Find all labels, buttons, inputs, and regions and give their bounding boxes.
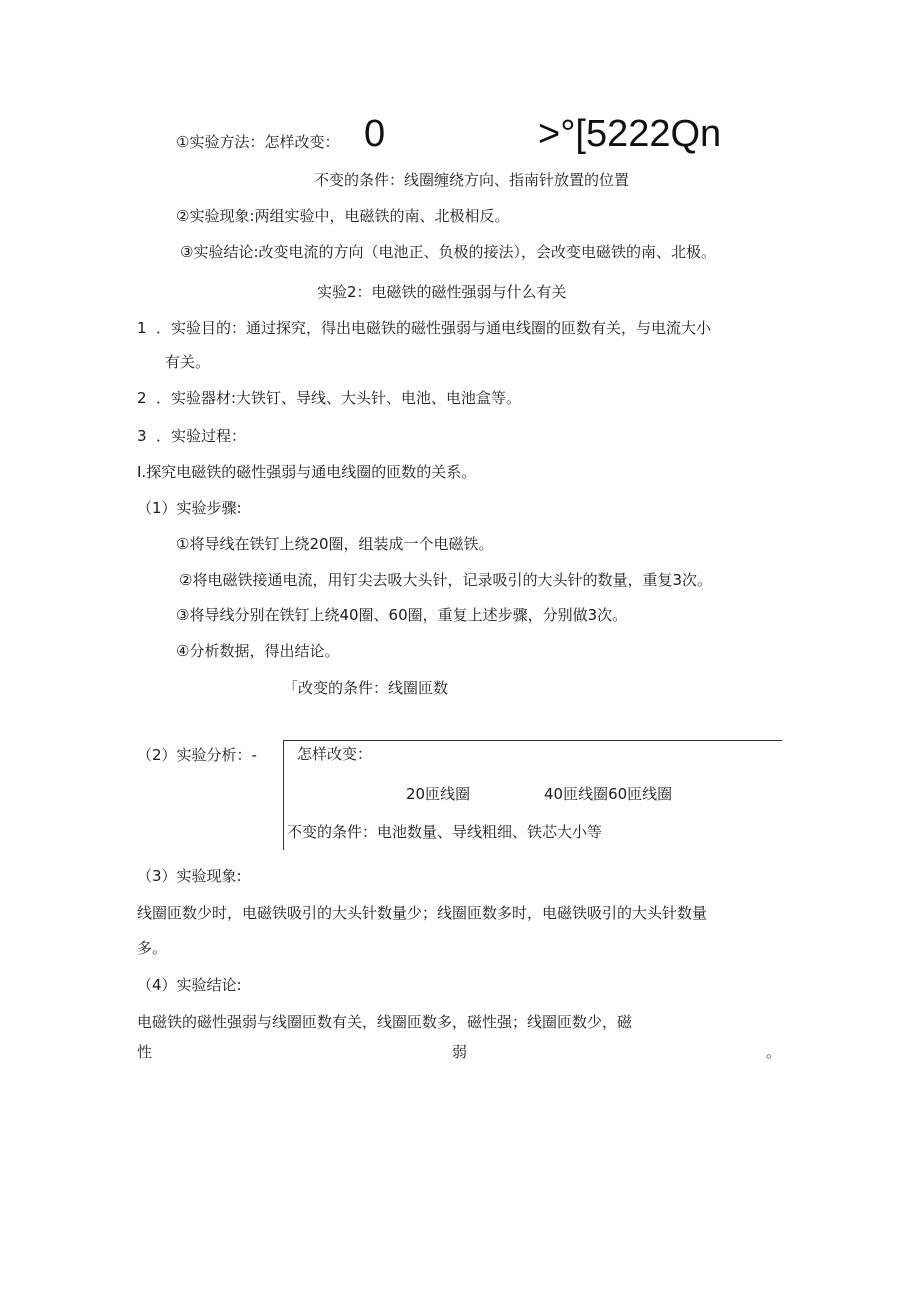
item-2-number: 2: [137, 389, 147, 407]
item-1-number: 1: [137, 319, 147, 337]
phenomenon-1: ②实验现象:两组实验中，电磁铁的南、北极相反。: [176, 207, 510, 225]
unchanged-condition-1: 不变的条件：线圈缠绕方向、指南针放置的位置: [314, 171, 630, 189]
step-4: ④分析数据，得出结论。: [176, 642, 340, 660]
step-1: ①将导线在铁钉上绕20圈，组装成一个电磁铁。: [176, 535, 494, 553]
analysis-bracket: [283, 740, 284, 850]
phenomenon-text-cont: 多。: [137, 939, 168, 957]
changed-condition: 「改变的条件：线圈匝数: [283, 679, 449, 697]
step-3: ③将导线分别在铁钉上绕40圈、60圈，重复上述步骤，分别做3次。: [176, 606, 628, 624]
phenomenon-heading: （3）实验现象:: [137, 867, 242, 885]
steps-heading: （1）实验步骤:: [137, 499, 242, 517]
item-3-text: ．实验过程：: [156, 427, 247, 445]
method-value-b: >°[5222Qn: [538, 113, 722, 155]
conclusion-word-1: 性: [137, 1043, 153, 1061]
conclusion-1: ③实验结论:改变电流的方向（电池正、负极的接法），会改变电磁铁的南、北极。: [180, 243, 717, 261]
sub-section-I: I.探究电磁铁的磁性强弱与通电线圈的匝数的关系。: [137, 463, 477, 481]
coil-20: 20匝线圈: [406, 785, 471, 803]
analysis-top-rule: [283, 740, 782, 741]
unchanged-condition-2: 不变的条件：电池数量、导线粗细、铁芯大小等: [287, 823, 603, 841]
item-3-number: 3: [137, 427, 147, 445]
conclusion-word-2: 弱: [452, 1043, 468, 1061]
analysis-heading: （2）实验分析：-: [137, 746, 257, 764]
item-1-continuation: 有关。: [165, 353, 211, 371]
item-1-text: ．实验目的：通过探究，得出电磁铁的磁性强弱与通电线圈的匝数有关，与电流大小: [156, 319, 712, 337]
experiment-2-heading: 实验2：电磁铁的磁性强弱与什么有关: [317, 283, 567, 301]
conclusion-text: 电磁铁的磁性强弱与线圈匝数有关，线圈匝数多，磁性强；线圈匝数少，磁: [137, 1013, 633, 1031]
conclusion-period: 。: [766, 1043, 782, 1061]
phenomenon-text: 线圈匝数少时，电磁铁吸引的大头针数量少；线圈匝数多时，电磁铁吸引的大头针数量: [137, 904, 708, 922]
coil-40-60: 40匝线圈60匝线圈: [544, 785, 673, 803]
step-2: ②将电磁铁接通电流，用钉尖去吸大头针，记录吸引的大头针的数量，重复3次。: [179, 571, 712, 589]
how-to-change: 怎样改变：: [297, 745, 373, 763]
item-2-text: ．实验器材:大铁钉、导线、大头针、电池、电池盒等。: [156, 389, 522, 407]
conclusion-heading: （4）实验结论:: [137, 976, 242, 994]
method-label: ①实验方法：怎样改变：: [176, 133, 340, 151]
method-value-a: 0: [364, 113, 386, 155]
